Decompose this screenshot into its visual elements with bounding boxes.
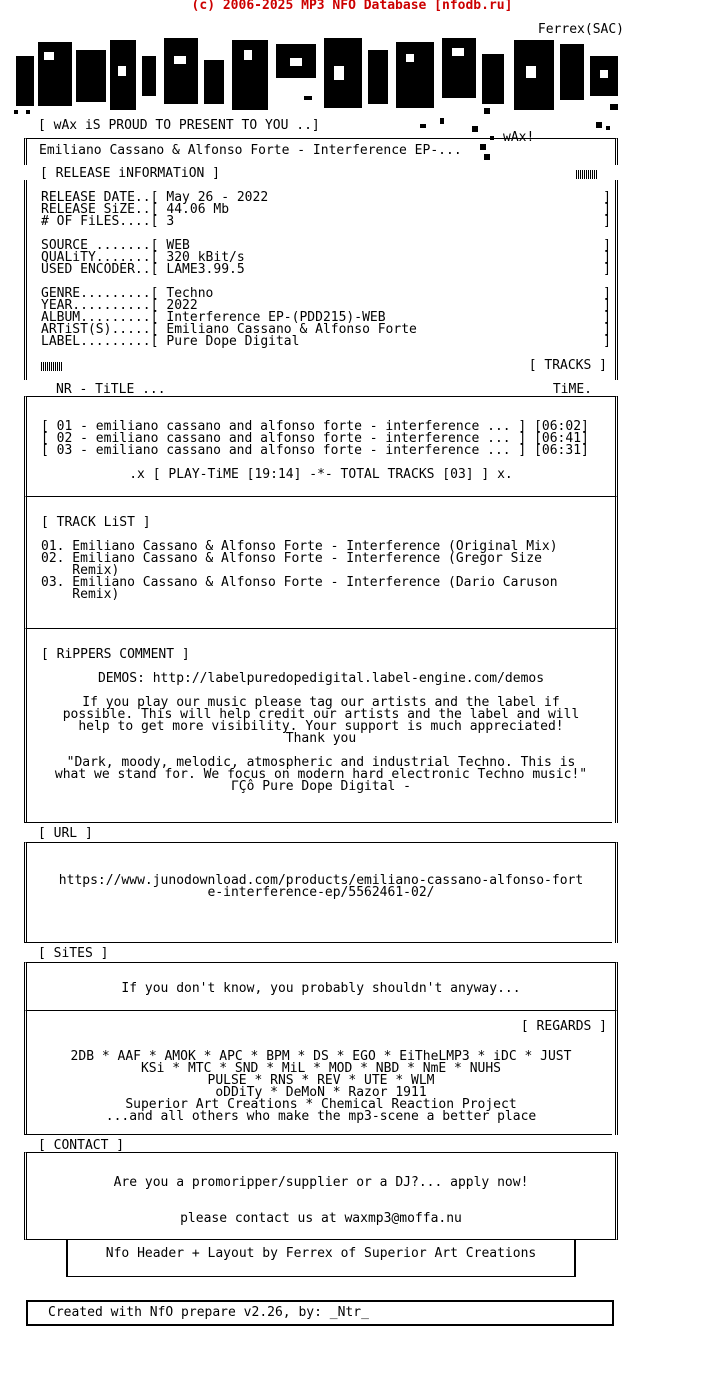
bracket-close: ] [603,202,611,217]
regards-list [27,1051,615,1123]
regards-line: 2DB * AAF * AMOK * APC * BPM * DS * EGO * EiTheLMP3 * iDC * JUST [70,1049,572,1064]
comment-line: "Dark, moody, melodic, atmospheric and industrial Techno. This is [66,755,576,770]
release-title-box [24,138,618,165]
contact-heading-row [24,1134,612,1153]
layout-credit-box [66,1240,576,1277]
release-info-label: RELEASE DATE..[ [41,190,159,205]
tracks-summary: .x [ PLAY-TiME [19:14] -*- TOTAL TRACKS [03] ] x. [129,467,513,482]
wax-signature: wAx! [503,130,535,145]
track-list-item: 02. Emiliano Cassano & Alfonso Forte - Interference (Gregor Size [41,551,542,566]
url-line-2[interactable]: e-interference-ep/5562461-02/ [207,885,435,900]
release-info-label: ALBUM.........[ [41,310,159,325]
tracks-header [24,384,612,396]
contact-section [24,1152,618,1240]
ascii-artist-tag: Ferrex(SAC) [537,22,624,37]
url-section [24,842,618,943]
tracks-section [24,396,618,497]
regards-line: ...and all others who make the mp3-scene a better place [105,1109,537,1124]
wax-ascii-logo [14,36,624,116]
tracks-heading: [ TRACKS ] [528,358,607,373]
track-list-item: 03. Emiliano Cassano & Alfonso Forte - Interference (Dario Caruson [41,575,558,590]
release-title: Emiliano Cassano & Alfonso Forte - Interference EP-... [39,143,462,158]
track-row[interactable]: [ 02 - emiliano cassano and alfonso forte - interference ... ] [06:41] [41,431,589,446]
release-info-label: LABEL.........[ [41,334,159,349]
release-info-row [41,336,615,348]
track-row[interactable]: [ 03 - emiliano cassano and alfonso forte - interference ... ] [06:31] [41,443,589,458]
demos-link[interactable]: DEMOS: http://labelpuredopedigital.label-engine.com/demos [97,671,545,686]
contact-heading: [ CONTACT ] [38,1138,125,1153]
track-list [27,541,615,601]
release-info-value: Interference EP-(PDD215)-WEB [166,310,386,325]
release-info-value: WEB [166,238,190,253]
tracks-col-time: TiME. [552,382,592,397]
release-info-label: ARTiST(S).....[ [41,322,159,337]
comment-paragraph-2 [27,757,615,793]
sites-heading-row [24,942,612,961]
comment-line: Thank you [285,731,357,746]
release-info-value: 44.06 Mb [166,202,230,217]
comment-line: If you play our music please tag our artists and the label if [82,695,560,710]
bracket-close: ] [603,238,611,253]
release-info-label: GENRE.........[ [41,286,159,301]
comment-line: help to get more visibility. Your support is much appreciated! [78,719,564,734]
release-info-rows [27,180,615,348]
release-info-value: May 26 - 2022 [166,190,269,205]
bracket-close: ] [603,322,611,337]
track-rows [27,397,615,457]
shade-block-icon [576,170,598,179]
track-list-heading: [ TRACK LiST ] [41,515,151,530]
sites-section [24,962,618,1011]
bracket-close: ] [603,298,611,313]
comment-heading: [ RiPPERS COMMENT ] [41,647,190,662]
bracket-close: ] [603,310,611,325]
release-info-label: # OF FiLES....[ [41,214,159,229]
release-info-value: 3 [166,214,175,229]
url-heading: [ URL ] [38,826,93,841]
release-info-value: 320 kBit/s [166,250,245,265]
bracket-close: ] [603,262,611,277]
bracket-close: ] [603,334,611,349]
sites-heading: [ SiTES ] [38,946,109,961]
track-list-item: Remix) [41,563,120,578]
comment-paragraph-1 [27,697,615,745]
contact-line-1: Are you a promoripper/supplier or a DJ?... apply now! [113,1175,529,1190]
release-info-label: QUALiTY.......[ [41,250,159,265]
release-info-label: RELEASE SiZE..[ [41,202,159,217]
release-info-section [24,180,618,380]
comment-line: possible. This will help credit our artists and the label and will [62,707,580,722]
created-with-box [26,1300,614,1326]
regards-heading: [ REGARDS ] [520,1019,607,1034]
present-banner: [ wAx iS PROUD TO PRESENT TO YOU ..] [38,118,320,133]
release-info-value: Techno [166,286,214,301]
track-list-item: 01. Emiliano Cassano & Alfonso Forte - Interference (Original Mix) [41,539,558,554]
release-info-value: Pure Dope Digital [166,334,300,349]
release-info-row [41,264,615,276]
regards-section [24,1010,618,1135]
release-info-label: USED ENCODER..[ [41,262,159,277]
track-list-section [24,496,618,629]
track-row[interactable]: [ 01 - emiliano cassano and alfonso forte - interference ... ] [06:02] [41,419,589,434]
created-with: Created with NfO prepare v2.26, by: _Ntr_ [48,1305,369,1320]
release-info-label: YEAR..........[ [41,298,159,313]
bracket-close: ] [603,214,611,229]
tracks-col-title: NR - TiTLE ... [56,382,166,397]
release-info-label: SOURCE .......[ [41,238,159,253]
release-info-value: LAME3.99.5 [166,262,245,277]
release-info-value: Emiliano Cassano & Alfonso Forte [166,322,417,337]
bracket-close: ] [603,190,611,205]
release-info-heading: [ RELEASE iNFORMATiON ] [40,166,221,181]
release-info-row [41,216,615,228]
regards-line: Superior Art Creations * Chemical Reaction Project [125,1097,517,1112]
contact-email[interactable]: please contact us at waxmp3@moffa.nu [180,1211,462,1226]
comment-line: ΓÇô Pure Dope Digital - [230,779,411,794]
url-line-1[interactable]: https://www.junodownload.com/products/emiliano-cassano-alfonso-fort [58,873,584,888]
release-info-value: 2022 [166,298,198,313]
regards-line: PULSE * RNS * REV * UTE * WLM [207,1073,435,1088]
url-heading-row [24,822,612,841]
shade-block-icon [41,362,63,371]
nfodb-credit: (c) 2006-2025 MP3 NFO Database [nfodb.ru] [191,0,513,13]
track-list-item: Remix) [41,587,120,602]
rippers-comment-section [24,628,618,823]
bracket-close: ] [603,250,611,265]
bracket-close: ] [603,286,611,301]
layout-credit: Nfo Header + Layout by Ferrex of Superior Art Creations [105,1246,537,1261]
regards-line: KSi * MTC * SND * MiL * MOD * NBD * NmE * NUHS [140,1061,502,1076]
comment-line: what we stand for. We focus on modern hard electronic Techno music!" [54,767,588,782]
sites-text: If you don't know, you probably shouldn't anyway... [121,981,521,996]
regards-line: oDDiTy * DeMoN * Razor 1911 [215,1085,427,1100]
